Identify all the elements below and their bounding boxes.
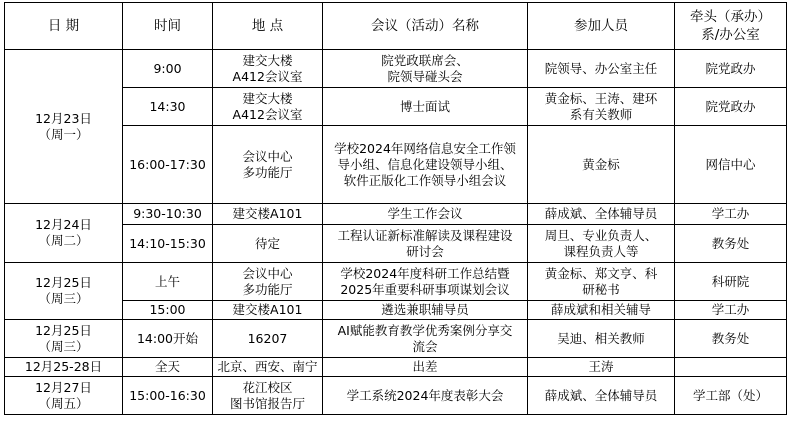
- people-line: 系有关教师: [569, 106, 633, 122]
- place-line: 多功能厅: [242, 281, 293, 297]
- people-cell: [528, 126, 675, 204]
- date-cell: [5, 263, 123, 320]
- weekday-text: （周三）: [38, 338, 89, 354]
- people-cell: [528, 88, 675, 126]
- event-name-line: 软件正版化工作领导小组会议: [343, 172, 507, 188]
- people-line: 薛成斌、全体辅导员: [544, 387, 658, 403]
- header-dept: [675, 3, 787, 50]
- place-line: 建交大楼: [242, 52, 293, 68]
- date-text: 12月23日: [35, 110, 92, 126]
- people-cell: [528, 320, 675, 358]
- date-cell: [5, 320, 123, 358]
- event-name-line: 2025年重要科研事项谋划会议: [340, 281, 510, 297]
- table-row: [5, 126, 787, 204]
- dept-cell: 教务处: [675, 320, 787, 358]
- dept-cell: 教务处: [675, 225, 787, 263]
- place-cell: [213, 263, 323, 301]
- dept-cell: 院党政办: [675, 50, 787, 88]
- time-cell: 15:00-16:30: [123, 377, 213, 415]
- place-cell: [213, 225, 323, 263]
- event-name-cell: [323, 263, 528, 301]
- event-name-line: 院党政联席会、: [381, 52, 469, 68]
- place-line: 待定: [254, 235, 280, 251]
- event-name-cell: [323, 50, 528, 88]
- people-line: 黄金标: [582, 156, 620, 172]
- dept-cell: 网信中心: [675, 126, 787, 204]
- meeting-schedule-table: [4, 2, 787, 415]
- header-time: 时间: [123, 3, 213, 50]
- header-dept-line-2: 系/办公室: [701, 27, 760, 43]
- event-name-cell: [323, 301, 528, 320]
- people-cell: [528, 50, 675, 88]
- people-cell: [528, 301, 675, 320]
- time-cell: 15:00: [123, 301, 213, 320]
- event-name-cell: [323, 358, 528, 377]
- event-name-cell: [323, 320, 528, 358]
- event-name-line: 学生工作会议: [387, 206, 463, 221]
- time-cell: 14:30: [123, 88, 213, 126]
- event-name-line: 学校2024年网络信息安全工作领: [334, 140, 516, 156]
- dept-cell: 学工办: [675, 301, 787, 320]
- dept-cell: 院党政办: [675, 88, 787, 126]
- people-cell: [528, 377, 675, 415]
- people-cell: [528, 225, 675, 263]
- event-name-line: 出差: [412, 359, 438, 374]
- people-line: 课程负责人等: [563, 243, 639, 259]
- place-cell: [213, 377, 323, 415]
- table-row: [5, 88, 787, 126]
- event-name-line: 研讨会: [406, 243, 444, 259]
- header-people: 参加人员: [528, 3, 675, 50]
- weekday-text: （周三）: [38, 291, 89, 306]
- table-row: [5, 358, 787, 377]
- date-text: 12月25日: [35, 275, 92, 290]
- place-cell: [213, 126, 323, 204]
- people-line: 院领导、办公室主任: [544, 60, 658, 76]
- event-name-line: 工程认证新标准解读及课程建设: [337, 227, 513, 243]
- place-cell: [213, 320, 323, 358]
- place-line: 16207: [247, 330, 288, 346]
- header-place: 地 点: [213, 3, 323, 50]
- event-name-cell: [323, 88, 528, 126]
- time-cell: 14:10-15:30: [123, 225, 213, 263]
- date-text: 12月24日: [35, 217, 92, 232]
- people-line: 黄金标、王涛、建环: [544, 90, 658, 106]
- place-line: A412会议室: [232, 68, 303, 84]
- header-date: 日 期: [5, 3, 123, 50]
- people-cell: [528, 358, 675, 377]
- people-cell: [528, 263, 675, 301]
- header-dept-line-1: 牵头（承办）: [690, 9, 771, 25]
- date-text: 12月27日: [35, 379, 92, 395]
- date-cell: [5, 204, 123, 263]
- place-line: 建交楼A101: [232, 206, 303, 221]
- weekday-text: （周五）: [38, 395, 89, 411]
- event-name-line: 博士面试: [399, 98, 450, 114]
- people-line: 吴迪、相关教师: [557, 330, 645, 346]
- dept-cell: [675, 358, 787, 377]
- event-name-line: AI赋能教育教学优秀案例分享交: [337, 322, 513, 338]
- event-name-cell: [323, 377, 528, 415]
- event-name-cell: [323, 225, 528, 263]
- date-text: 12月25-28日: [24, 359, 103, 374]
- dept-cell: 学工办: [675, 204, 787, 225]
- table-row: [5, 225, 787, 263]
- place-line: 建交楼A101: [232, 302, 303, 317]
- header-name: 会议（活动）名称: [323, 3, 528, 50]
- place-line: A412会议室: [232, 106, 303, 122]
- table-row: [5, 204, 787, 225]
- event-name-line: 遴选兼职辅导员: [381, 302, 469, 317]
- weekday-text: （周一）: [38, 126, 89, 142]
- people-line: 薛成斌、全体辅导员: [544, 206, 658, 221]
- people-line: 薛成斌和相关辅导: [550, 302, 651, 317]
- time-cell: 上午: [123, 263, 213, 301]
- time-cell: 14:00开始: [123, 320, 213, 358]
- place-line: 北京、西安、南宁: [217, 359, 318, 374]
- people-line: 研秘书: [582, 281, 620, 297]
- table-row: [5, 50, 787, 88]
- table-row: [5, 263, 787, 301]
- place-line: 花江校区: [242, 379, 293, 395]
- dept-cell: 学工部（处）: [675, 377, 787, 415]
- place-cell: [213, 50, 323, 88]
- place-line: 建交大楼: [242, 90, 293, 106]
- place-line: 会议中心: [242, 265, 293, 281]
- dept-cell: 科研院: [675, 263, 787, 301]
- weekday-text: （周二）: [38, 233, 89, 248]
- people-line: 黄金标、郑文亨、科: [544, 265, 658, 281]
- place-cell: [213, 358, 323, 377]
- people-cell: [528, 204, 675, 225]
- time-cell: 16:00-17:30: [123, 126, 213, 204]
- place-cell: [213, 301, 323, 320]
- place-line: 会议中心: [242, 148, 293, 164]
- event-name-cell: [323, 126, 528, 204]
- header-row: [5, 3, 787, 50]
- time-cell: 全天: [123, 358, 213, 377]
- event-name-line: 导小组、信息化建设领导小组、: [337, 156, 513, 172]
- people-line: 王涛: [588, 359, 614, 374]
- date-cell: [5, 377, 123, 415]
- place-cell: [213, 204, 323, 225]
- place-cell: [213, 88, 323, 126]
- time-cell: 9:30-10:30: [123, 204, 213, 225]
- place-line: 图书馆报告厅: [229, 395, 305, 411]
- people-line: 周旦、专业负责人、: [544, 227, 658, 243]
- event-name-line: 学校2024年度科研工作总结暨: [340, 265, 510, 281]
- table-row: [5, 301, 787, 320]
- table-row: [5, 320, 787, 358]
- event-name-line: 学工系统2024年度表彰大会: [346, 387, 504, 403]
- time-cell: 9:00: [123, 50, 213, 88]
- date-cell: [5, 50, 123, 204]
- event-name-line: 流会: [412, 338, 438, 354]
- place-line: 多功能厅: [242, 164, 293, 180]
- event-name-line: 院领导碰头会: [387, 68, 463, 84]
- event-name-cell: [323, 204, 528, 225]
- table-row: [5, 377, 787, 415]
- date-cell: [5, 358, 123, 377]
- date-text: 12月25日: [35, 322, 92, 338]
